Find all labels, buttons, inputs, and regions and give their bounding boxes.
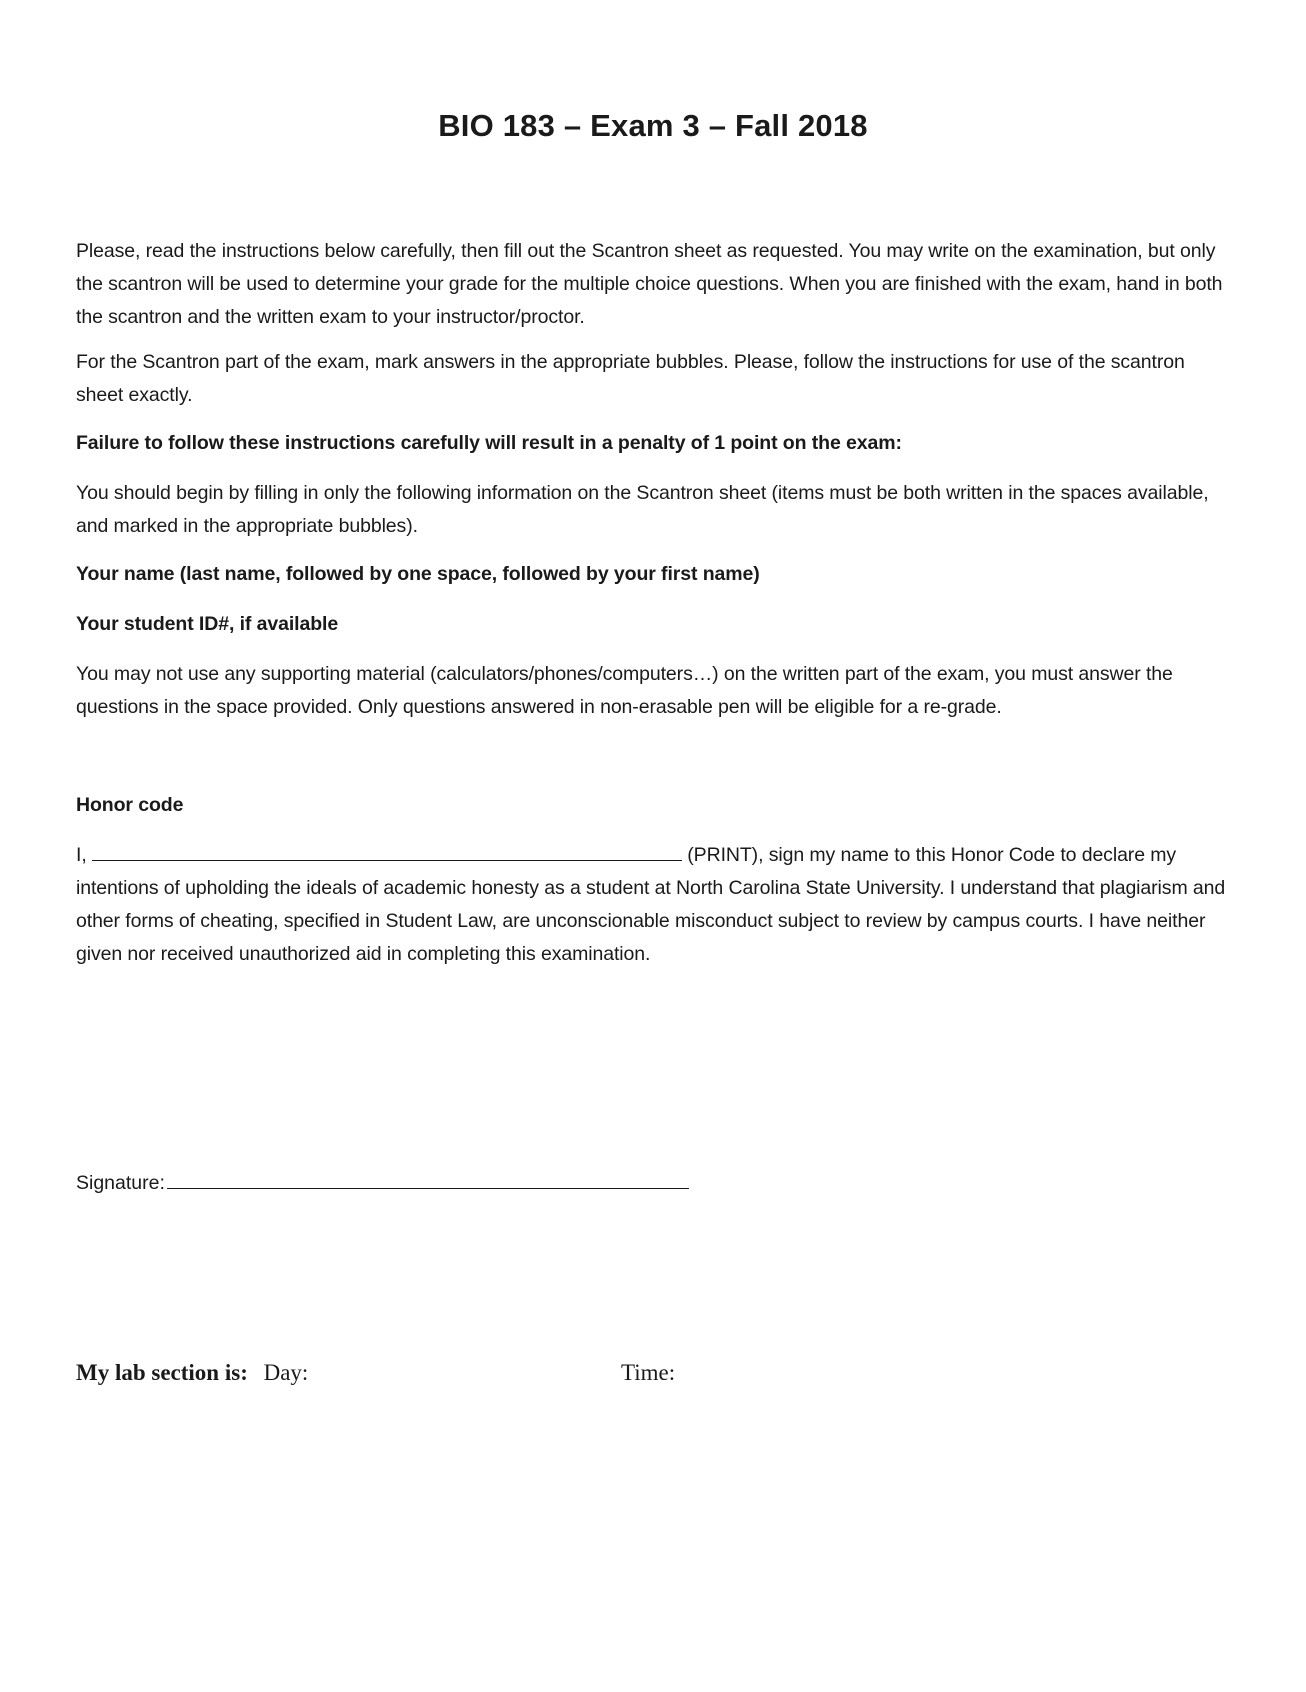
lab-section-row [76,1356,1176,1390]
honor-statement: (PRINT), sign my name to this Honor Code to declare my intentions of upholding the ideals of academic honesty as a student at North Carolina State University. I understand that plagiarism and other forms of cheating, specified in Student Law, are unconscionable misconduct subject to review by campus courts. I have neither given nor received unauthorized aid in completing this examination. [76,844,1226,965]
begin-instructions: You should begin by filling in only the following information on the Scantron sheet (items must be both written in the spaces available, and marked in the appropriate bubbles). [76,482,1209,537]
signature-row [76,1166,689,1200]
print-name-field[interactable] [92,842,682,861]
intro-paragraph: Please, read the instructions below carefully, then fill out the Scantron sheet as requested. You may write on the examination, but only the scantron will be used to determine your grade for the multiple choice questions. When you are finished with the exam, hand in both the scantron and the written exam to your instructor/proctor. [76,240,1223,328]
signature-label: Signature: [76,1172,165,1194]
honor-code-heading: Honor code [76,794,184,816]
student-id-instruction: Your student ID#, if available [76,613,339,635]
lab-time-label: Time: [621,1360,676,1385]
honor-code-paragraph [76,839,1226,971]
penalty-notice: Failure to follow these instructions carefully will result in a penalty of 1 point on the exam: [76,432,902,454]
lab-section-label: My lab section is: [76,1360,248,1385]
signature-field[interactable] [167,1166,689,1189]
honor-prefix: I, [76,844,87,866]
scantron-paragraph: For the Scantron part of the exam, mark answers in the appropriate bubbles. Please, follow the instructions for use of the scantron sheet exactly. [76,351,1185,406]
name-instruction: Your name (last name, followed by one space, followed by your first name) [76,563,760,585]
lab-day-label: Day: [263,1360,309,1385]
page-title: BIO 183 – Exam 3 – Fall 2018 [438,108,868,143]
materials-paragraph: You may not use any supporting material (calculators/phones/computers…) on the written part of the exam, you must answer the questions in the space provided. Only questions answered in non-erasable pen will be eligible for a re-grade. [76,663,1173,718]
